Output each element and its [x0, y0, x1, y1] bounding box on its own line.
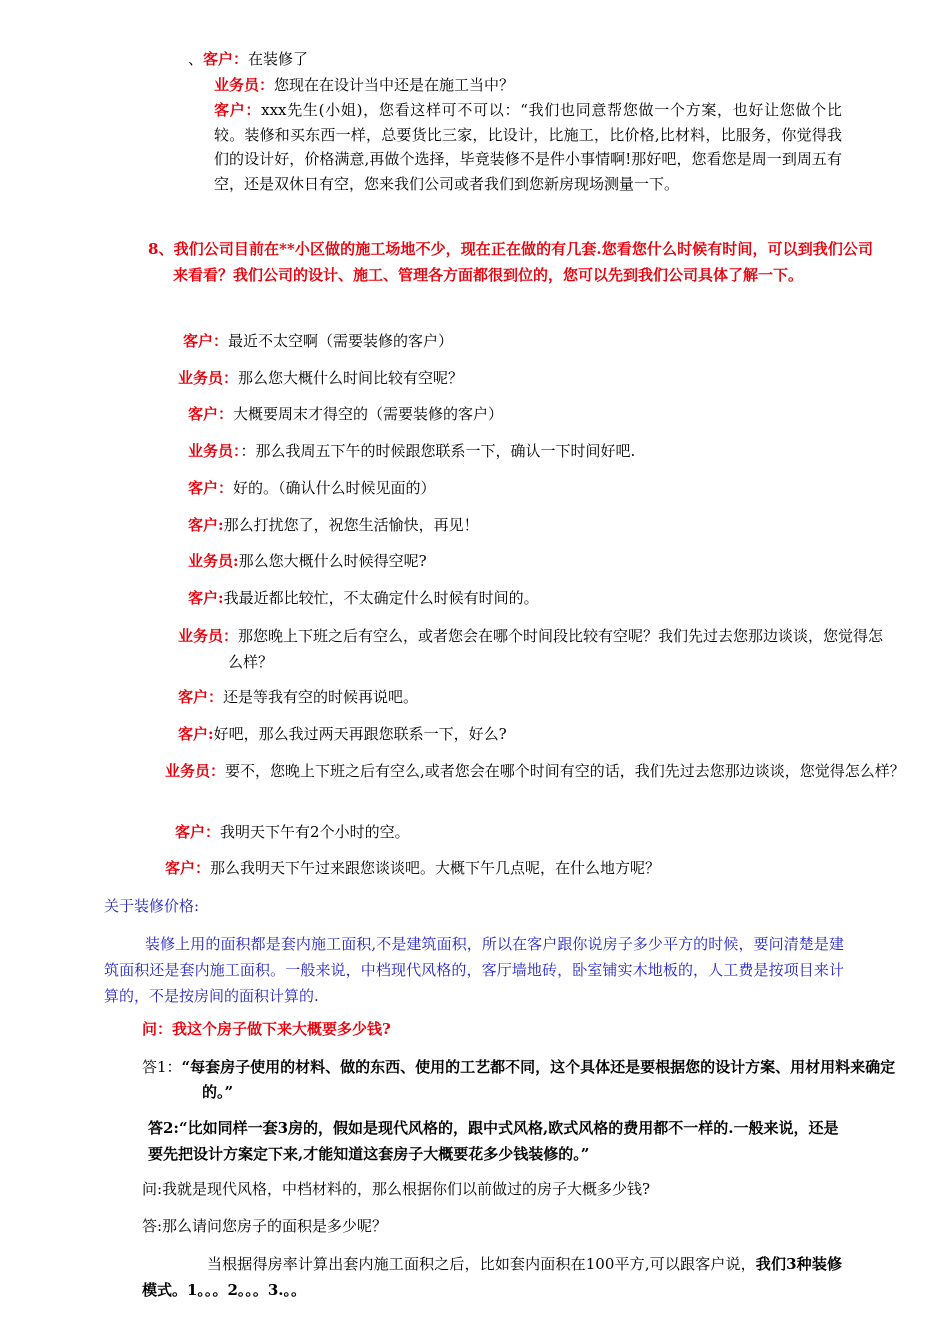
dialogue-line: [178, 623, 893, 675]
speaker-colon: ：: [195, 859, 211, 877]
dialogue-text: 大概要周末才得空的（需要装修的客户）: [233, 405, 504, 423]
dialogue-line: [183, 330, 453, 353]
speaker-colon: ：: [213, 332, 229, 350]
answer-1: [142, 1055, 902, 1105]
speaker-colon: ：: [223, 627, 239, 645]
speaker-label: 客户: [178, 688, 209, 706]
speaker-label: 客户: [188, 405, 219, 423]
dialogue-line: [188, 550, 427, 573]
speaker-label: 客户: [175, 823, 206, 841]
dialogue-text: 还是等我有空的时候再说吧。: [223, 688, 419, 706]
dialogue-line: [165, 857, 660, 880]
dialogue-text: 那您晚上下班之后有空么，或者您会在哪个时间段比较有空呢？我们先过去您那边谈谈，您觉得怎么样？: [228, 627, 884, 671]
dialogue-text: xxx先生(小姐)，您看这样可不可以：“我们也同意帮您做一个方案，也好让您做个比较。装修和买东西一样，总要货比三家，比设计，比施工，比价格,比材料，比服务，你觉得我们的设计好，价格满意,再做个选择，毕竟装修不是件小事情啊!那好吧，您看您是周一到周五有空，还是双休日有空，您来我们公司或者我们到您新房现场测量一下。: [214, 101, 842, 193]
speaker-label: 业务员: [214, 76, 260, 94]
answer-2-area: 答:那么请问您房子的面积是多少呢？: [142, 1217, 388, 1235]
final-bold-text: 我们3种装修模式。1。。。2。。。3.。。: [142, 1255, 842, 1299]
final-paragraph: [142, 1251, 842, 1303]
speaker-colon: ：: [210, 762, 226, 780]
dialogue-text: 我最近都比较忙，不太确定什么时候有时间的。: [223, 589, 539, 607]
speaker-label: 客户: [188, 589, 219, 607]
speaker-label: 客户: [178, 725, 209, 743]
speaker-label: 客户: [183, 332, 214, 350]
speaker-colon: ：: [245, 101, 262, 119]
speaker-colon: ：: [218, 405, 234, 423]
dialogue-text: ：那么我周五下午的时候跟您联系一下，确认一下时间好吧.: [240, 442, 636, 460]
dialogue-line: [175, 821, 410, 844]
dialogue-text: 要不，您晚上下班之后有空么,或者您会在哪个时间有空的话，我们先过去您那边谈谈，您觉得怎么样？: [225, 762, 905, 780]
dialogue-line: [188, 403, 503, 426]
dialogue-line: [188, 440, 635, 463]
prefix-mark: 、: [188, 50, 204, 68]
speaker-label: 业务员: [165, 762, 211, 780]
final-normal-text: 当根据得房率计算出套内施工面积之后，比如套内面积在100平方,可以跟客户说，: [207, 1255, 756, 1273]
speaker-colon: ：: [223, 369, 239, 387]
dialogue-text: 那么我明天下午过来跟您谈谈吧。大概下午几点呢，在什么地方呢？: [210, 859, 661, 877]
answer-text: “比如同样一套3房的，假如是现代风格的，跟中式风格,欧式风格的费用都不一样的.一般来说，还是要先把设计方案定下来,才能知道这套房子大概要花多少钱装修的。”: [148, 1119, 839, 1163]
top-line-customer: [188, 48, 308, 71]
dialogue-text: 我明天下午有2个小时的空。: [220, 823, 410, 841]
speaker-label: 客户: [165, 859, 196, 877]
top-line-customer-proposal: [214, 98, 842, 196]
question-heading: 问：我这个房子做下来大概要多少钱?: [142, 1020, 391, 1038]
dialogue-text: 那么您大概什么时候得空呢?: [238, 552, 427, 570]
pricing-title: 关于装修价格:: [104, 897, 200, 915]
top-line-salesperson: [214, 74, 514, 97]
dialogue-line: [188, 477, 436, 500]
answer-2: [148, 1115, 843, 1167]
speaker-colon: :: [208, 725, 214, 743]
speaker-label: 业务员: [178, 627, 224, 645]
speaker-colon: ：: [205, 823, 221, 841]
dialogue-text: 好的。（确认什么时候见面的）: [233, 479, 436, 497]
speaker-label: 客户: [188, 516, 219, 534]
dialogue-text: 那么打扰您了，祝您生活愉快，再见！: [223, 516, 479, 534]
dialogue-line: [188, 587, 539, 610]
dialogue-line: [188, 514, 479, 537]
speaker-colon: :: [233, 552, 239, 570]
dialogue-text: 最近不太空啊（需要装修的客户）: [228, 332, 454, 350]
dialogue-text: 在装修了: [248, 50, 309, 68]
speaker-label: 业务员: [178, 369, 224, 387]
dialogue-line: [165, 759, 913, 784]
speaker-colon: ：: [233, 50, 249, 68]
answer-text: “每套房子使用的材料、做的东西、使用的工艺都不同，这个具体还是要根据您的设计方案、用材用料来确定的。”: [181, 1058, 896, 1101]
speaker-label: 客户: [214, 101, 246, 119]
dialogue-text: 那么您大概什么时间比较有空呢？: [238, 369, 464, 387]
speaker-colon: ：: [233, 442, 241, 460]
question-2: 问:我就是现代风格，中档材料的，那么根据你们以前做过的房子大概多少钱?: [142, 1180, 651, 1198]
dialogue-line: [178, 686, 418, 709]
dialogue-line: [178, 723, 507, 746]
pricing-paragraph: 装修上用的面积都是套内施工面积,不是建筑面积，所以在客户跟你说房子多少平方的时候，要问清楚是建筑面积还是套内施工面积。一般来说，中档现代风格的，客厅墙地砖，卧室铺实木地板的，人工费是按项目来计算的，不是按房间的面积计算的.: [104, 935, 844, 1005]
speaker-colon: ：: [218, 479, 234, 497]
speaker-label: 业务员: [188, 442, 234, 460]
dialogue-text: 您现在在设计当中还是在施工当中？: [274, 76, 515, 94]
speaker-label: 客户: [203, 50, 234, 68]
speaker-label: 客户: [188, 479, 219, 497]
speaker-colon: :: [218, 516, 224, 534]
speaker-label: 业务员: [188, 552, 234, 570]
answer-label: 答1：: [142, 1058, 182, 1076]
speaker-colon: ：: [208, 688, 224, 706]
section-8-heading: 8、我们公司目前在**小区做的施工场地不少，现在正在做的有几套.您看您什么时候有时间，可以到我们公司来看看？我们公司的设计、施工、管理各方面都很到位的，您可以先到我们公司具体了解一下。: [148, 240, 873, 284]
answer-label: 答2:: [148, 1119, 179, 1137]
speaker-colon: ：: [259, 76, 275, 94]
dialogue-text: 好吧，那么我过两天再跟您联系一下，好么?: [213, 725, 507, 743]
dialogue-line: [178, 367, 463, 390]
speaker-colon: :: [218, 589, 224, 607]
